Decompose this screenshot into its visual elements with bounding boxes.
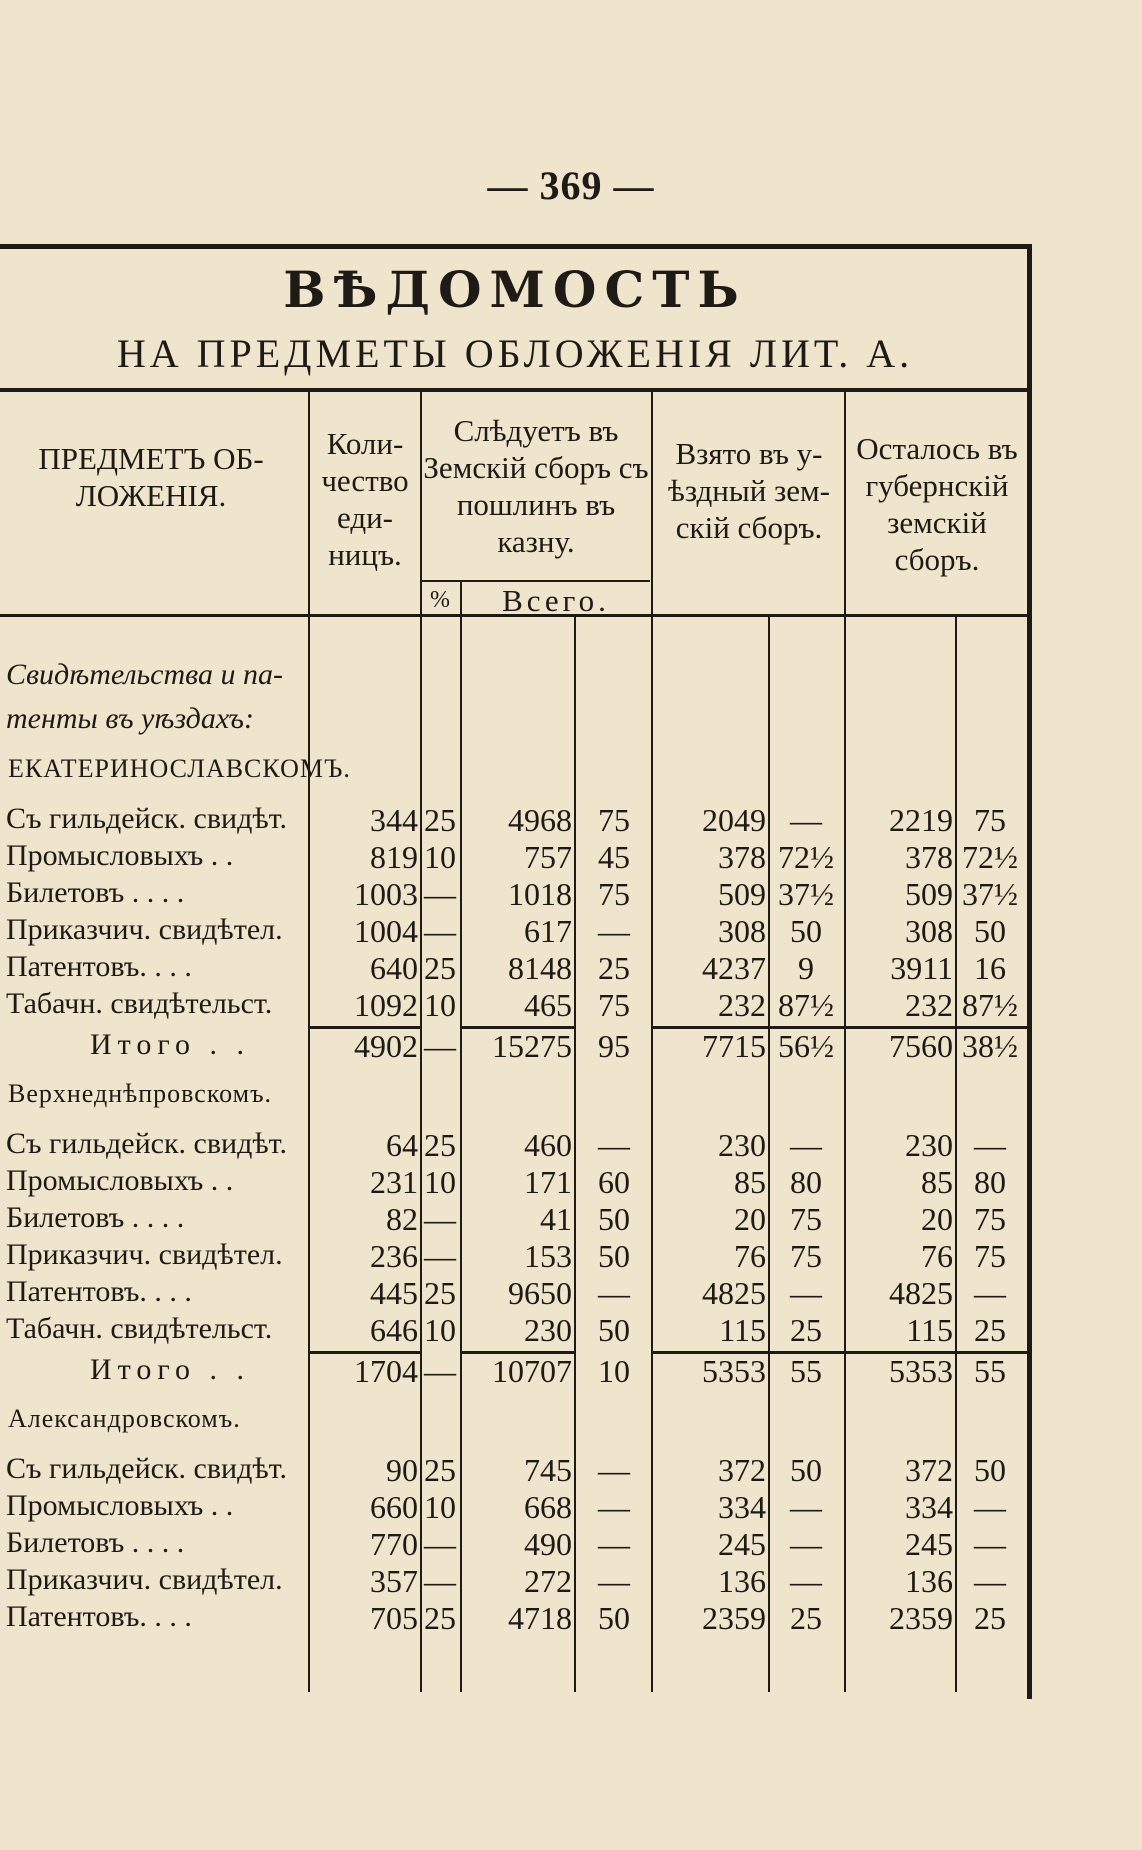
cell-taken-r: 85 — [734, 1164, 766, 1200]
total-count: 4902 — [354, 1028, 418, 1064]
district-name: Верхнеднѣпровскомъ. — [8, 1079, 273, 1108]
cell-taken-r: 2359 — [702, 1600, 766, 1636]
table-row-label: Промысловыхъ . . — [6, 1164, 234, 1197]
cell-remain-k: 37½ — [962, 876, 1018, 912]
cell-total-r: 460 — [524, 1127, 572, 1163]
table-row-label: Приказчич. свидѣтел. — [6, 1563, 283, 1596]
cell-count: 660 — [370, 1489, 418, 1525]
header-pct: % — [430, 587, 450, 613]
col-rule-1 — [308, 392, 310, 1692]
cell-pct: 10 — [424, 1164, 456, 1200]
cell-remain-r: 20 — [921, 1201, 953, 1237]
cell-taken-k: 50 — [790, 1452, 822, 1488]
header-remain: Осталось въ губернскій земскій сборъ. — [856, 431, 1018, 577]
table-row-label: Съ гильдейск. свидѣт. — [6, 802, 288, 835]
cell-taken-k: 75 — [790, 1201, 822, 1237]
table-row-label: Билетовъ . . . . — [6, 1526, 185, 1559]
cell-count: 236 — [370, 1238, 418, 1274]
cell-remain-r: 2359 — [889, 1600, 953, 1636]
cell-remain-k: — — [974, 1563, 1006, 1599]
cell-pct: 25 — [424, 1452, 456, 1488]
table-row-label: Билетовъ . . . . — [6, 876, 185, 909]
cell-total-r: 171 — [524, 1164, 572, 1200]
cell-taken-k: — — [790, 1275, 822, 1311]
table-row-label: Табачн. свидѣтельст. — [6, 987, 273, 1020]
page-number: — 369 — — [487, 163, 655, 208]
title-block — [0, 250, 1030, 400]
cell-count: 90 — [386, 1452, 418, 1488]
cell-total-k: 45 — [598, 839, 630, 875]
cell-remain-k: — — [974, 1526, 1006, 1562]
cell-pct: — — [424, 876, 456, 912]
cell-total-r: 8148 — [508, 950, 572, 986]
cell-taken-k: 75 — [790, 1238, 822, 1274]
cell-remain-r: 509 — [905, 876, 953, 912]
cell-total-r: 1018 — [508, 876, 572, 912]
cell-total-k: — — [598, 1563, 630, 1599]
cell-total-r: 230 — [524, 1312, 572, 1348]
cell-total-r: 41 — [540, 1201, 572, 1237]
cell-count: 1003 — [354, 876, 418, 912]
cell-taken-k: 9 — [798, 950, 814, 986]
header-subject: ПРЕДМЕТЪ ОБ-ЛОЖЕНІЯ. — [38, 441, 264, 513]
cell-pct: 10 — [424, 1312, 456, 1348]
header-taken: Взято въ у-ѣздный зем-скій сборъ. — [668, 436, 830, 545]
cell-pct: 10 — [424, 839, 456, 875]
cell-count: 231 — [370, 1164, 418, 1200]
cell-taken-r: 76 — [734, 1238, 766, 1274]
total-remain-k: 55 — [974, 1353, 1006, 1389]
cell-remain-k: — — [974, 1275, 1006, 1311]
cell-remain-r: 136 — [905, 1563, 953, 1599]
table-row-label: Приказчич. свидѣтел. — [6, 913, 283, 946]
cell-total-r: 465 — [524, 987, 572, 1023]
header-total: Всего. — [502, 583, 610, 618]
total-total-k: 10 — [598, 1353, 630, 1389]
table-row-label: Приказчич. свидѣтел. — [6, 1238, 283, 1271]
total-remain-r: 5353 — [889, 1353, 953, 1389]
cell-taken-r: 2049 — [702, 802, 766, 838]
cell-total-k: 75 — [598, 802, 630, 838]
cell-total-k: — — [598, 913, 630, 949]
cell-total-k: — — [598, 1275, 630, 1311]
cell-taken-k: 87½ — [778, 987, 834, 1023]
table-row-label: Патентовъ. . . . — [6, 1600, 192, 1633]
cell-pct: 25 — [424, 1600, 456, 1636]
cell-remain-r: 232 — [905, 987, 953, 1023]
cell-taken-k: — — [790, 1563, 822, 1599]
intro-line: Свидѣтельства и па- — [6, 658, 283, 691]
total-row-label: Итого . . — [90, 1028, 250, 1061]
cell-remain-r: 334 — [905, 1489, 953, 1525]
cell-taken-k: — — [790, 802, 822, 838]
cell-remain-k: 25 — [974, 1600, 1006, 1636]
cell-remain-r: 308 — [905, 913, 953, 949]
cell-taken-r: 334 — [718, 1489, 766, 1525]
cell-taken-k: 37½ — [778, 876, 834, 912]
cell-count: 640 — [370, 950, 418, 986]
cell-taken-k: — — [790, 1127, 822, 1163]
cell-remain-k: 75 — [974, 802, 1006, 838]
cell-pct: 10 — [424, 1489, 456, 1525]
cell-taken-r: 136 — [718, 1563, 766, 1599]
cell-taken-k: 25 — [790, 1312, 822, 1348]
cell-remain-r: 372 — [905, 1452, 953, 1488]
total-remain-k: 38½ — [962, 1028, 1018, 1064]
total-taken-k: 55 — [790, 1353, 822, 1389]
cell-total-k: 50 — [598, 1201, 630, 1237]
cell-remain-k: 72½ — [962, 839, 1018, 875]
cell-remain-k: 75 — [974, 1238, 1006, 1274]
cell-total-k: 75 — [598, 987, 630, 1023]
total-total-k: 95 — [598, 1028, 630, 1064]
cell-count: 344 — [370, 802, 418, 838]
table-row-label: Билетовъ . . . . — [6, 1201, 185, 1234]
cell-remain-k: 50 — [974, 913, 1006, 949]
cell-taken-r: 308 — [718, 913, 766, 949]
cell-remain-r: 85 — [921, 1164, 953, 1200]
cell-total-k: — — [598, 1452, 630, 1488]
cell-total-r: 9650 — [508, 1275, 572, 1311]
cell-taken-k: 72½ — [778, 839, 834, 875]
cell-taken-r: 378 — [718, 839, 766, 875]
cell-remain-k: 50 — [974, 1452, 1006, 1488]
cell-total-r: 617 — [524, 913, 572, 949]
cell-taken-k: — — [790, 1526, 822, 1562]
cell-taken-r: 4825 — [702, 1275, 766, 1311]
cell-total-k: — — [598, 1489, 630, 1525]
cell-count: 82 — [386, 1201, 418, 1237]
table-row-label: Промысловыхъ . . — [6, 839, 234, 872]
cell-taken-r: 115 — [719, 1312, 766, 1348]
cell-count: 646 — [370, 1312, 418, 1348]
cell-remain-r: 115 — [906, 1312, 953, 1348]
cell-pct: 25 — [424, 1127, 456, 1163]
table-row-label: Промысловыхъ . . — [6, 1489, 234, 1522]
cell-taken-r: 20 — [734, 1201, 766, 1237]
cell-remain-r: 2219 — [889, 802, 953, 838]
table-row-label: Съ гильдейск. свидѣт. — [6, 1452, 288, 1485]
cell-total-k: 50 — [598, 1600, 630, 1636]
cell-total-r: 745 — [524, 1452, 572, 1488]
cell-pct: 10 — [424, 987, 456, 1023]
document-subtitle: НА ПРЕДМЕТЫ ОБЛОЖЕНІЯ ЛИТ. А. — [116, 331, 914, 376]
cell-count: 445 — [370, 1275, 418, 1311]
total-total-r: 10707 — [492, 1353, 572, 1389]
cell-total-k: — — [598, 1526, 630, 1562]
cell-taken-k: 50 — [790, 913, 822, 949]
cell-total-r: 668 — [524, 1489, 572, 1525]
cell-total-r: 490 — [524, 1526, 572, 1562]
cell-count: 770 — [370, 1526, 418, 1562]
header-due: Слѣдуетъ въ Земскій сборъ съ пошлинъ въ казну. — [423, 413, 649, 559]
cell-pct: — — [424, 1238, 456, 1274]
cell-count: 1092 — [354, 987, 418, 1023]
cell-remain-r: 4825 — [889, 1275, 953, 1311]
cell-remain-k: 75 — [974, 1201, 1006, 1237]
cell-total-r: 153 — [524, 1238, 572, 1274]
cell-total-k: 25 — [598, 950, 630, 986]
total-row-label: Итого . . — [90, 1353, 250, 1386]
cell-pct: — — [424, 1563, 456, 1599]
cell-total-r: 4718 — [508, 1600, 572, 1636]
cell-remain-r: 378 — [905, 839, 953, 875]
cell-count: 357 — [370, 1563, 418, 1599]
cell-remain-r: 76 — [921, 1238, 953, 1274]
table-row-label: Патентовъ. . . . — [6, 1275, 192, 1308]
table-row-label: Табачн. свидѣтельст. — [6, 1312, 273, 1345]
cell-remain-r: 230 — [905, 1127, 953, 1163]
total-taken-k: 56½ — [778, 1028, 834, 1064]
cell-total-k: 50 — [598, 1238, 630, 1274]
cell-total-r: 757 — [524, 839, 572, 875]
cell-remain-k: — — [974, 1489, 1006, 1525]
cell-total-k: 50 — [598, 1312, 630, 1348]
cell-total-r: 4968 — [508, 802, 572, 838]
cell-total-k: 75 — [598, 876, 630, 912]
cell-remain-k: — — [974, 1127, 1006, 1163]
cell-pct: 25 — [424, 950, 456, 986]
cell-remain-k: 80 — [974, 1164, 1006, 1200]
cell-remain-r: 3911 — [890, 950, 953, 986]
cell-count: 64 — [386, 1127, 418, 1163]
cell-remain-k: 25 — [974, 1312, 1006, 1348]
cell-count: 1004 — [354, 913, 418, 949]
total-pct: — — [424, 1353, 456, 1389]
cell-count: 819 — [370, 839, 418, 875]
cell-pct: 25 — [424, 1275, 456, 1311]
cell-total-k: — — [598, 1127, 630, 1163]
cell-total-r: 272 — [524, 1563, 572, 1599]
district-name: Александровскомъ. — [8, 1404, 241, 1433]
cell-taken-r: 509 — [718, 876, 766, 912]
table-row-label: Съ гильдейск. свидѣт. — [6, 1127, 288, 1160]
cell-taken-r: 372 — [718, 1452, 766, 1488]
cell-taken-r: 230 — [718, 1127, 766, 1163]
cell-taken-k: 80 — [790, 1164, 822, 1200]
header-top-rule — [0, 388, 1027, 392]
cell-count: 705 — [370, 1600, 418, 1636]
document-title: ВѢДОМОСТЬ — [283, 260, 747, 319]
cell-pct: — — [424, 1201, 456, 1237]
total-remain-r: 7560 — [889, 1028, 953, 1064]
total-total-r: 15275 — [492, 1028, 572, 1064]
district-name: ЕКАТЕРИНОСЛАВСКОМЪ. — [8, 754, 351, 783]
cell-total-k: 60 — [598, 1164, 630, 1200]
cell-taken-r: 4237 — [702, 950, 766, 986]
total-count: 1704 — [354, 1353, 418, 1389]
cell-taken-k: 25 — [790, 1600, 822, 1636]
table-row-label: Патентовъ. . . . — [6, 950, 192, 983]
cell-pct: — — [424, 913, 456, 949]
intro-line: тенты въ уѣздахъ: — [6, 702, 254, 735]
cell-remain-r: 245 — [905, 1526, 953, 1562]
cell-pct: 25 — [424, 802, 456, 838]
cell-remain-k: 16 — [974, 950, 1006, 986]
cell-remain-k: 87½ — [962, 987, 1018, 1023]
total-taken-r: 7715 — [702, 1028, 766, 1064]
cell-taken-r: 232 — [718, 987, 766, 1023]
total-taken-r: 5353 — [702, 1353, 766, 1389]
header-count: Коли-чество еди-ницъ. — [321, 426, 409, 572]
total-pct: — — [424, 1028, 456, 1064]
cell-taken-k: — — [790, 1489, 822, 1525]
cell-taken-r: 245 — [718, 1526, 766, 1562]
cell-pct: — — [424, 1526, 456, 1562]
col-rule-3 — [460, 582, 462, 1692]
col-rule-7 — [844, 392, 846, 1692]
